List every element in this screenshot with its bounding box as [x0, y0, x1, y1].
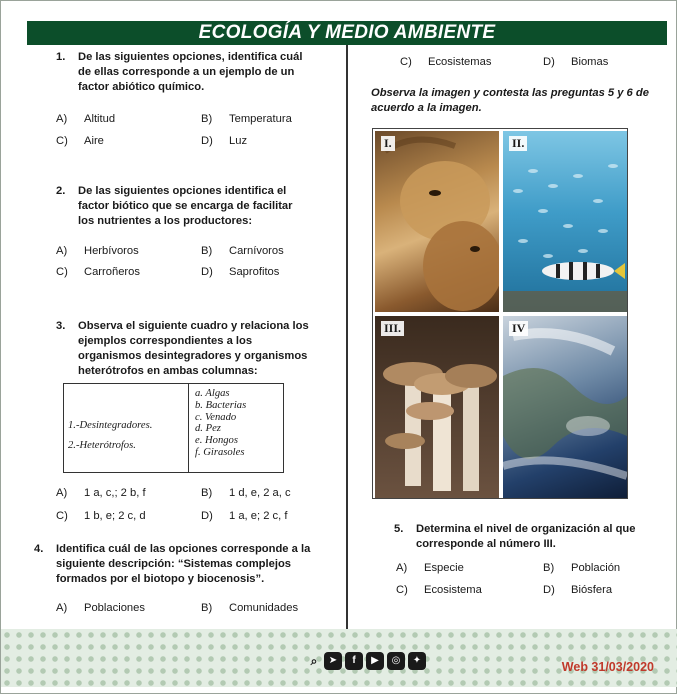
q1-option-d[interactable]: D) Luz — [201, 135, 248, 147]
option-text: Herbívoros — [84, 245, 139, 257]
q2-option-c[interactable]: C) Carroñeros — [56, 266, 140, 278]
table-right-item: f. Girasoles — [195, 446, 245, 458]
question-3 — [56, 319, 323, 379]
table-right-item: d. Pez — [195, 423, 221, 435]
question-number: 4. — [34, 543, 44, 555]
option-text: Altitud — [84, 113, 116, 125]
question-text-line: de ellas corresponde a un ejemplo de un — [78, 66, 295, 78]
table-right-item: b. Bacterias — [195, 399, 247, 411]
q4-option-d[interactable]: D) Biomas — [543, 56, 609, 68]
question-text-line: formados por el biotopo y biocenosis”. — [56, 573, 265, 585]
q4-option-c[interactable]: C) Ecosistemas — [400, 56, 492, 68]
panel-label: I. — [381, 136, 395, 151]
option-text: Temperatura — [229, 113, 292, 125]
option-text: Poblaciones — [84, 602, 145, 614]
question-2 — [56, 184, 328, 229]
panel-fish-image — [503, 131, 627, 312]
question-text-line: De las siguientes opciones identifica el — [78, 185, 287, 197]
column-divider — [346, 45, 348, 635]
instagram-icon[interactable]: ◎ — [387, 652, 405, 670]
option-text: Ecosistemas — [428, 56, 492, 68]
lion-illustration — [375, 131, 499, 312]
question-number: 1. — [56, 51, 66, 63]
earth-illustration — [503, 316, 627, 498]
question-text-line: heterótrofos en ambas columnas: — [78, 365, 258, 377]
question-number: 2. — [56, 185, 66, 197]
question-text-line: organismos desintegradores y organismos — [78, 350, 308, 362]
option-text: Saprofitos — [229, 266, 280, 278]
option-text: 1 a, e; 2 c, f — [229, 510, 288, 522]
option-text: Luz — [229, 135, 248, 147]
facebook-icon[interactable]: f — [345, 652, 363, 670]
mushroom-illustration — [375, 316, 499, 498]
question-text-line: Identifica cuál de las opciones corresponde a la — [56, 543, 311, 555]
panel-label: III. — [381, 321, 404, 336]
telegram-icon[interactable]: ➤ — [324, 652, 342, 670]
q4-option-b[interactable]: B) Comunidades — [201, 602, 299, 614]
panel-earth-image — [503, 316, 627, 498]
twitter-icon[interactable]: ✦ — [408, 652, 426, 670]
q2-option-b[interactable]: B) Carnívoros — [201, 245, 284, 257]
table-left-item: 1.-Desintegradores. — [68, 420, 153, 431]
question-1 — [56, 50, 328, 95]
table-right-item: c. Venado — [195, 411, 237, 423]
q5-option-d[interactable]: D) Biósfera — [543, 584, 613, 596]
question-text-line: Observa el siguiente cuadro y relaciona los — [78, 320, 309, 332]
panel-label: II. — [509, 136, 527, 151]
question-text-line: factor abiótico químico. — [78, 81, 205, 93]
option-text: Biósfera — [571, 584, 613, 596]
option-text: Carnívoros — [229, 245, 284, 257]
option-text: Población — [571, 562, 621, 574]
option-text: 1 d, e, 2 a, c — [229, 487, 291, 499]
q5-option-c[interactable]: C) Ecosistema — [396, 584, 482, 596]
panel-lions-image — [375, 131, 499, 312]
question-text-line: corresponde al número III. — [416, 538, 556, 550]
instruction-line: acuerdo a la imagen. — [371, 102, 482, 114]
q1-option-c[interactable]: C) Aire — [56, 135, 104, 147]
option-text: Carroñeros — [84, 266, 140, 278]
q5-option-a[interactable]: A) Especie — [396, 562, 464, 574]
instruction-line: Observa la imagen y contesta las preguntas 5 y 6 de — [371, 87, 649, 99]
option-text: 1 a, c,; 2 b, f — [84, 487, 146, 499]
question-number: 3. — [56, 320, 66, 332]
panel-mushrooms-image — [375, 316, 499, 498]
social-icons — [307, 651, 426, 671]
question-4 — [34, 542, 336, 587]
option-text: Comunidades — [229, 602, 299, 614]
question-text-line: factor biótico que se encarga de facilitar — [78, 200, 293, 212]
youtube-icon[interactable]: ▶ — [366, 652, 384, 670]
question-5 — [394, 522, 671, 552]
question-number: 5. — [394, 523, 404, 535]
q4-option-a[interactable]: A) Poblaciones — [56, 602, 145, 614]
table-right-item: e. Hongos — [195, 435, 238, 447]
table-left-item: 2.-Heterótrofos. — [68, 440, 136, 451]
q5-option-b[interactable]: B) Población — [543, 562, 621, 574]
question-text-line: De las siguientes opciones, identifica cuál — [78, 51, 303, 63]
image-grid — [372, 128, 628, 499]
question-text-line: ejemplos correspondientes a los — [78, 335, 253, 347]
footer-date: Web 31/03/2020 — [561, 660, 654, 674]
q1-option-b[interactable]: B) Temperatura — [201, 113, 292, 125]
panel-label: IV — [509, 321, 528, 336]
q3-option-d[interactable]: D) 1 a, e; 2 c, f — [201, 510, 288, 522]
instruction — [371, 86, 669, 116]
q2-option-d[interactable]: D) Saprofitos — [201, 266, 280, 278]
table-right-column — [188, 384, 284, 472]
question-text-line: Determina el nivel de organización al que — [416, 523, 636, 535]
option-text: 1 b, e; 2 c, d — [84, 510, 146, 522]
search-icon[interactable]: ⌕ — [310, 654, 318, 668]
option-text: Aire — [84, 135, 104, 147]
option-text: Biomas — [571, 56, 609, 68]
page-title: ECOLOGÍA Y MEDIO AMBIENTE — [27, 21, 667, 45]
fish-school-illustration — [503, 131, 627, 312]
q2-option-a[interactable]: A) Herbívoros — [56, 245, 139, 257]
option-text: Especie — [424, 562, 464, 574]
table-right-item: a. Algas — [195, 388, 230, 399]
matching-table — [63, 383, 284, 473]
question-text-line: siguiente descripción: “Sistemas complejos — [56, 558, 292, 570]
q1-option-a[interactable]: A) Altitud — [56, 113, 116, 125]
option-text: Ecosistema — [424, 584, 482, 596]
question-text-line: los nutrientes a los productores: — [78, 215, 253, 227]
q3-option-a[interactable]: A) 1 a, c,; 2 b, f — [56, 487, 146, 499]
q3-option-b[interactable]: B) 1 d, e, 2 a, c — [201, 487, 291, 499]
q3-option-c[interactable]: C) 1 b, e; 2 c, d — [56, 510, 146, 522]
